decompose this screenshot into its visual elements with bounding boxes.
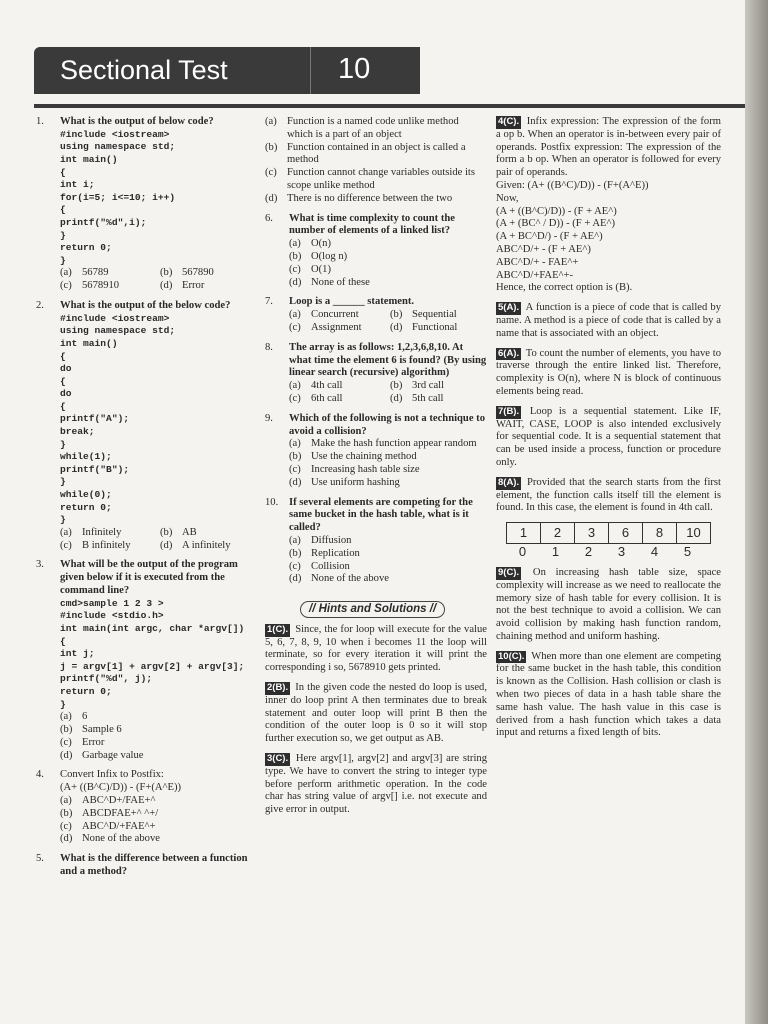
option-text: None of the above: [82, 833, 160, 845]
option-letter: (c): [60, 280, 72, 292]
option-text: 4th call: [311, 380, 343, 392]
solution-text: Infix expression: The expression of the form a op b. When an operator is in-between every pair of operands. Postfix expression: The expression of the form a b op. When an operator is followed for every pair of operands.: [496, 116, 721, 179]
question-number: 10.: [265, 496, 279, 508]
option: [289, 535, 487, 548]
solution-badge: 5(A).: [498, 302, 520, 314]
option-letter: (b): [289, 451, 302, 463]
option-text: Function cannot change variables outside its scope unlike method: [287, 167, 475, 191]
option-letter: (a): [60, 267, 72, 279]
question-9: [265, 413, 487, 490]
array-table: [506, 522, 711, 544]
question-text: What is the difference between a function and a method?: [60, 853, 248, 877]
option: [60, 527, 156, 540]
option-text: Use the chaining method: [311, 451, 417, 463]
option-letter: (b): [390, 380, 403, 392]
question-2: [36, 300, 256, 552]
solution-line: (A + ((B^C)/D)) - (F + AE^): [496, 205, 617, 217]
solution-8: [496, 477, 721, 515]
array-indices: [506, 546, 704, 559]
option-text: Infinitely: [82, 526, 122, 538]
question-10: [265, 497, 487, 587]
solution-badge: 10(C).: [498, 650, 525, 662]
array-index: 1: [551, 544, 560, 560]
option-letter: (c): [289, 321, 301, 333]
option-text: None of these: [311, 276, 370, 288]
options: [289, 380, 487, 406]
question-number: 5.: [36, 853, 44, 865]
question-number: 8.: [265, 341, 273, 353]
option-text: None of the above: [311, 573, 389, 585]
solution-line: (A + (BC^ / D)) - (F + AE^): [496, 218, 615, 230]
option-letter: (c): [289, 463, 301, 475]
option-text: Make the hash function appear random: [311, 438, 477, 450]
solution-3: [265, 753, 487, 817]
option: [265, 167, 487, 193]
option-letter: (b): [160, 267, 173, 279]
column-right: [496, 116, 721, 747]
option: [160, 540, 256, 553]
question-text: What is the output of below code?: [60, 116, 214, 127]
option: [60, 795, 256, 808]
array-index: 0: [518, 544, 527, 560]
solution-text: Here argv[1], argv[2] and argv[3] are string type. We have to convert the string to integer type before perform arithmetic operation. In the code char has string value of argv[] i.e. not execute and give error in output.: [265, 753, 487, 816]
options: [60, 795, 256, 846]
solution-badge: 6(A).: [498, 347, 520, 359]
option-letter: (c): [289, 263, 301, 275]
option: [289, 277, 487, 290]
option: [60, 750, 256, 763]
option-text: Function contained in an object is called a method: [287, 141, 466, 166]
header-separator: [310, 47, 311, 94]
question-3: [36, 559, 256, 762]
option: [60, 833, 256, 846]
option: [160, 527, 256, 540]
code-block: #include <iostream> using namespace std; int main() { int i; for(i=5; i<=10; i++) { printf("%d",i); } return 0; }: [60, 128, 176, 266]
solution-line: (A + BC^D/) - (F + AE^): [496, 231, 603, 243]
option-text: 56789: [82, 267, 109, 279]
option-text: AB: [182, 526, 197, 538]
solution-line: ABC^D/+ - (F + AE^): [496, 243, 591, 255]
options: [60, 711, 256, 762]
option: [60, 711, 256, 724]
option-text: 5th call: [412, 392, 444, 404]
array-cell: 6: [609, 523, 643, 544]
option-letter: (d): [390, 321, 403, 333]
solution-text: To count the number of elements, you have to traverse through the entire linked list. Therefore, complexity is O(n), where N is block of continuous elements being read.: [496, 347, 721, 397]
option: [60, 280, 156, 293]
question-number: 1.: [36, 116, 44, 127]
array-row: [507, 523, 711, 544]
question-text: What is time complexity to count the number of elements of a linked list?: [289, 212, 455, 237]
question-4: [36, 769, 256, 846]
question-text: Convert Infix to Postfix:: [60, 769, 164, 781]
solution-text: When more than one element are competing for the same bucket in the hash table, this condition is known as the Collision. Hash collision or clash is when two pieces of data in a hash table share the same hash value. The hash value in this case is derived from a hash function which takes a data input and returns a fixed length of bits.: [496, 650, 721, 739]
option-letter: (b): [265, 141, 278, 153]
option-letter: (a): [289, 380, 301, 392]
option-letter: (c): [60, 539, 72, 551]
page-title: Sectional Test: [60, 55, 228, 85]
option: [160, 280, 256, 293]
solution-text: Since, the for loop will execute for the value 5, 6, 7, 8, 9, 10 when i becomes 11 the loop will terminate, so for every iteration it will print the corresponding i so, 5678910 gets printed.: [265, 623, 487, 674]
option: [265, 116, 487, 142]
option-text: Sequential: [412, 309, 457, 321]
option: [289, 380, 386, 393]
solution-text: Loop is a sequential statement. Like IF, WAIT, CASE, LOOP is also intended exclusively for sequential code. It is a sequential statement that can be used inside a process, function or procedure only.: [496, 405, 721, 468]
option-letter: (b): [289, 250, 302, 262]
option: [60, 821, 256, 834]
header-rule: [34, 104, 745, 108]
option-letter: (a): [289, 238, 301, 250]
option: [60, 737, 256, 750]
solution-text: In the given code the nested do loop is used, inner do loop print A then terminates due to break statement and outer loop will print B then the condition of the outer loop is 0 so it will stop further execution so, we get output as AB.: [265, 682, 488, 745]
solution-10: [496, 651, 721, 741]
expression: (A+ ((B^C)/D)) - (F+(A^E)): [60, 782, 182, 794]
page-edge-shadow: [745, 0, 768, 1024]
question-number: 4.: [36, 769, 44, 781]
option: [265, 193, 487, 206]
option-text: Function is a named code unlike method which is a part of an object: [287, 116, 459, 140]
array-cell: 3: [575, 523, 609, 544]
solution-badge: 4(C).: [498, 116, 520, 127]
option-text: There is no difference between the two: [287, 192, 453, 204]
question-5-options: [265, 116, 487, 206]
options: [289, 309, 487, 335]
option-text: Use uniform hashing: [311, 476, 400, 488]
option-text: 3rd call: [412, 380, 445, 392]
option: [390, 380, 487, 393]
option-text: Increasing hash table size: [311, 463, 420, 475]
option: [289, 548, 487, 561]
question-number: 2.: [36, 299, 44, 311]
option-text: Garbage value: [82, 749, 144, 761]
option: [60, 808, 256, 821]
question-7: [265, 296, 487, 334]
option-letter: (d): [160, 280, 173, 292]
option-letter: (a): [265, 116, 277, 127]
option-letter: (a): [60, 526, 72, 538]
array-cell: 1: [507, 523, 541, 544]
solution-5: [496, 302, 721, 340]
code-block: cmd>sample 1 2 3 > #include <stdio.h> int main(int argc, char *argv[]) { int j; j = argv[1] + argv[2] + argv[3]; printf("%d", j); return 0; }: [60, 597, 245, 710]
option: [289, 309, 386, 322]
options: [289, 438, 487, 489]
question-text: The array is as follows: 1,2,3,6,8,10. At what time the element 6 is found? (By using linear search (recursive) algorithm): [289, 341, 487, 379]
solution-badge: 3(C).: [267, 753, 289, 765]
solution-badge: 9(C).: [498, 566, 520, 578]
option-letter: (d): [60, 749, 73, 761]
option-letter: (b): [60, 723, 73, 735]
question-6: [265, 213, 487, 290]
array-index: 4: [650, 544, 659, 560]
options: [289, 238, 487, 289]
option: [289, 561, 487, 574]
solution-badge: 2(B).: [267, 682, 289, 694]
option-letter: (d): [60, 833, 73, 845]
solution-2: [265, 682, 487, 746]
option-letter: (d): [289, 476, 302, 488]
option-letter: (d): [160, 539, 173, 551]
option: [60, 540, 156, 553]
solution-text: On increasing hash table size, space complexity will increase as we need to reallocate the memory size of hash table for every collision. It is not the best technique to avoid a collision. We can avoid collision by making hash function random, chaining method and uniform hashing.: [496, 566, 721, 642]
solution-line: Given: (A+ ((B^C)/D)) - (F+(A^E)): [496, 179, 649, 191]
solution-text: Provided that the search starts from the first element, the function calls itself till the element is found. In this case, the element is found in 4th call.: [496, 476, 721, 514]
question-text: Which of the following is not a technique to avoid a collision?: [289, 412, 485, 437]
options: [289, 535, 487, 586]
option: [289, 464, 487, 477]
option-text: ABCDFAE+^ ^+/: [82, 807, 159, 819]
solution-6: [496, 348, 721, 399]
array-index: 3: [617, 544, 626, 560]
array-index: 2: [584, 544, 593, 560]
array-cell: 10: [677, 523, 711, 544]
option-text: 6: [82, 711, 88, 723]
options: [60, 267, 256, 293]
question-number: 7.: [265, 296, 273, 308]
option-letter: (c): [60, 736, 72, 748]
column-left: [36, 116, 256, 886]
options: [265, 116, 487, 206]
options: [60, 527, 256, 553]
array-cell: 2: [541, 523, 575, 544]
option-text: A infinitely: [182, 539, 231, 551]
option: [289, 264, 487, 277]
solution-7: [496, 406, 721, 470]
option-letter: (b): [390, 309, 403, 321]
question-text: If several elements are competing for the same bucket in the hash table, what is it called?: [289, 496, 473, 534]
option-text: 5678910: [82, 280, 120, 292]
option: [390, 322, 487, 335]
code-block: #include <iostream> using namespace std; int main() { do { do { printf("A"); break; } while(1); printf("B"); } while(0); return 0; }: [60, 312, 176, 526]
option: [289, 238, 487, 251]
question-number: 9.: [265, 412, 273, 424]
option: [289, 393, 386, 406]
option-text: 6th call: [311, 392, 343, 404]
solution-9: [496, 567, 721, 644]
option-text: B infinitely: [82, 539, 131, 551]
option-text: O(log n): [311, 250, 348, 262]
option-text: Diffusion: [311, 534, 352, 546]
option-text: Assignment: [311, 321, 362, 333]
solution-1: [265, 624, 487, 675]
question-text: What will be the output of the program given below if it is executed from the command line?: [60, 559, 238, 596]
option-letter: (c): [60, 820, 72, 832]
option-letter: (c): [289, 560, 301, 572]
option: [289, 322, 386, 335]
option-letter: (d): [265, 192, 278, 204]
option-letter: (a): [289, 438, 301, 450]
option: [160, 267, 256, 280]
solution-line: ABC^D/+FAE^+-: [496, 269, 574, 281]
option-letter: (d): [390, 392, 403, 404]
option-text: Functional: [412, 321, 458, 333]
option-text: Replication: [311, 547, 360, 559]
question-number: 3.: [36, 559, 44, 571]
option-letter: (a): [289, 309, 301, 321]
option-text: Concurrent: [311, 309, 359, 321]
question-text: What is the output of the below code?: [60, 299, 231, 311]
solution-4: [496, 116, 721, 295]
question-8: [265, 342, 487, 406]
option-text: Collision: [311, 560, 350, 572]
solution-text: A function is a piece of code that is called by name. A method is a piece of code that is called by a name that is associated with an object.: [496, 302, 721, 339]
solution-line: ABC^D/+ - FAE^+: [496, 256, 579, 268]
option-letter: (c): [289, 392, 301, 404]
option: [390, 309, 487, 322]
question-5: [36, 853, 256, 879]
solution-line: Hence, the correct option is (B).: [496, 282, 633, 294]
question-number: 6.: [265, 212, 273, 224]
option-letter: (b): [289, 547, 302, 559]
solution-badge: 8(A).: [498, 476, 520, 488]
option-text: O(1): [311, 263, 332, 275]
option-text: Error: [82, 736, 105, 748]
option: [289, 438, 487, 451]
option: [289, 477, 487, 490]
solution-badge: 7(B).: [498, 405, 520, 417]
hints-heading: // Hints and Solutions //: [300, 601, 445, 618]
question-text: Loop is a ______ statement.: [289, 296, 415, 308]
option-text: Sample 6: [82, 723, 122, 735]
option-letter: (c): [265, 167, 277, 179]
option-letter: (a): [60, 794, 72, 806]
option-letter: (a): [289, 534, 301, 546]
option-text: Error: [182, 280, 205, 292]
option-text: O(n): [311, 238, 332, 250]
solution-line: Now,: [496, 192, 519, 204]
option: [289, 251, 487, 264]
option-text: ABC^D/+FAE^+: [82, 820, 156, 832]
option: [390, 393, 487, 406]
option-letter: (b): [60, 807, 73, 819]
option: [60, 724, 256, 737]
option-text: 567890: [182, 267, 214, 279]
array-cell: 8: [643, 523, 677, 544]
option-letter: (a): [60, 711, 72, 723]
option-letter: (d): [289, 276, 302, 288]
option: [289, 451, 487, 464]
option: [60, 267, 156, 280]
question-1: [36, 116, 256, 293]
option-text: ABC^D+/FAE+^: [82, 794, 156, 806]
array-index: 5: [683, 544, 692, 560]
option: [265, 142, 487, 168]
solution-badge: 1(C).: [267, 623, 289, 635]
test-number: 10: [338, 53, 371, 85]
option-letter: (b): [160, 526, 173, 538]
option-letter: (d): [289, 573, 302, 585]
option: [289, 573, 487, 586]
column-middle: [265, 116, 487, 824]
